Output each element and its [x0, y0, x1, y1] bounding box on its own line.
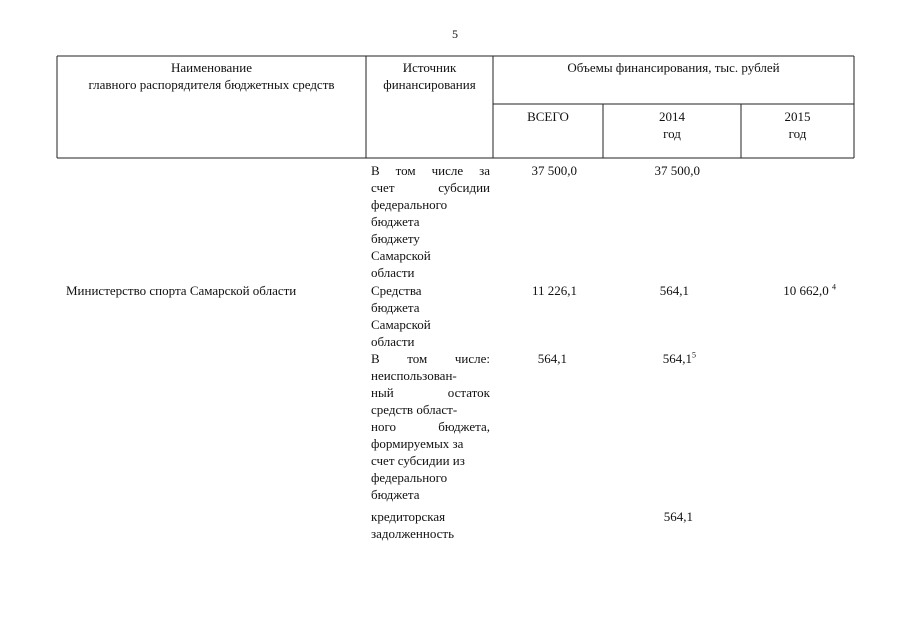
row-2-source-line: бюджета — [371, 487, 420, 502]
row-0-2014: 37 500,0 — [654, 163, 700, 178]
row-0-source-line: области — [371, 265, 415, 280]
row-2-source — [371, 350, 490, 503]
row-3-source-line: задолженность — [371, 526, 455, 541]
row-2-source-line: формируемых за — [371, 436, 464, 451]
row-1-source-line: бюджета — [371, 300, 420, 315]
header-name-line2: главного распорядителя бюджетных средств — [88, 77, 335, 92]
row-3-source — [371, 508, 490, 542]
row-3-2014: 564,1 — [663, 509, 693, 524]
row-0-total: 37 500,0 — [531, 163, 577, 178]
row-2-total: 564,1 — [537, 351, 567, 366]
header-total: ВСЕГО — [527, 109, 569, 124]
row-0-source-line: бюджету — [371, 231, 420, 246]
header-2014-year: 2014 — [659, 109, 685, 124]
row-3-source-line: кредиторская — [371, 509, 446, 524]
row-2-2014-value: 564,1 — [662, 351, 692, 366]
header-source-line2: финансирования — [383, 77, 476, 92]
ministry-name: Министерство спорта Самарской области — [66, 283, 297, 298]
row-1-source-line: области — [371, 334, 415, 349]
row-1-2014: 564,1 — [659, 283, 689, 298]
page-number: 5 — [452, 27, 458, 41]
row-0-source-line: счет субсидии — [371, 180, 490, 195]
row-1-2015-value: 10 662,0 — [783, 283, 829, 298]
header-source-line1: Источник — [402, 60, 457, 75]
row-1-total: 11 226,1 — [531, 283, 577, 298]
row-0-source-line: бюджета — [371, 214, 420, 229]
header-volume: Объемы финансирования, тыс. рублей — [567, 60, 780, 75]
row-2-source-line: счет субсидии из — [371, 453, 465, 468]
row-2-source-line: неиспользован- — [371, 368, 457, 383]
row-2-source-line: средств област- — [371, 402, 458, 417]
row-0-source-line: федерального — [371, 197, 448, 212]
footnote-marker-4: 4 — [832, 282, 836, 292]
row-1-source — [371, 282, 490, 350]
footnote-marker-5: 5 — [692, 350, 696, 360]
row-2-source-line: федерального — [371, 470, 448, 485]
header-2015-year: 2015 — [784, 109, 811, 124]
row-0-source-line: Самарской — [371, 248, 431, 263]
row-0-source-line: В том числе за — [371, 163, 490, 178]
row-1-source-line: Средства — [371, 283, 422, 298]
row-2-source-line: В том числе: — [371, 351, 490, 366]
header-2015-word: год — [788, 126, 807, 141]
row-1-source-line: Самарской — [371, 317, 431, 332]
row-2-2014 — [603, 350, 696, 367]
row-0-source — [371, 162, 490, 281]
row-1-2015 — [741, 282, 836, 299]
header-name-line1: Наименование — [171, 60, 252, 75]
header-2014-word: год — [663, 126, 681, 141]
row-2-source-line: ный остаток — [371, 385, 490, 400]
row-2-source-line: ного бюджета, — [371, 419, 490, 434]
